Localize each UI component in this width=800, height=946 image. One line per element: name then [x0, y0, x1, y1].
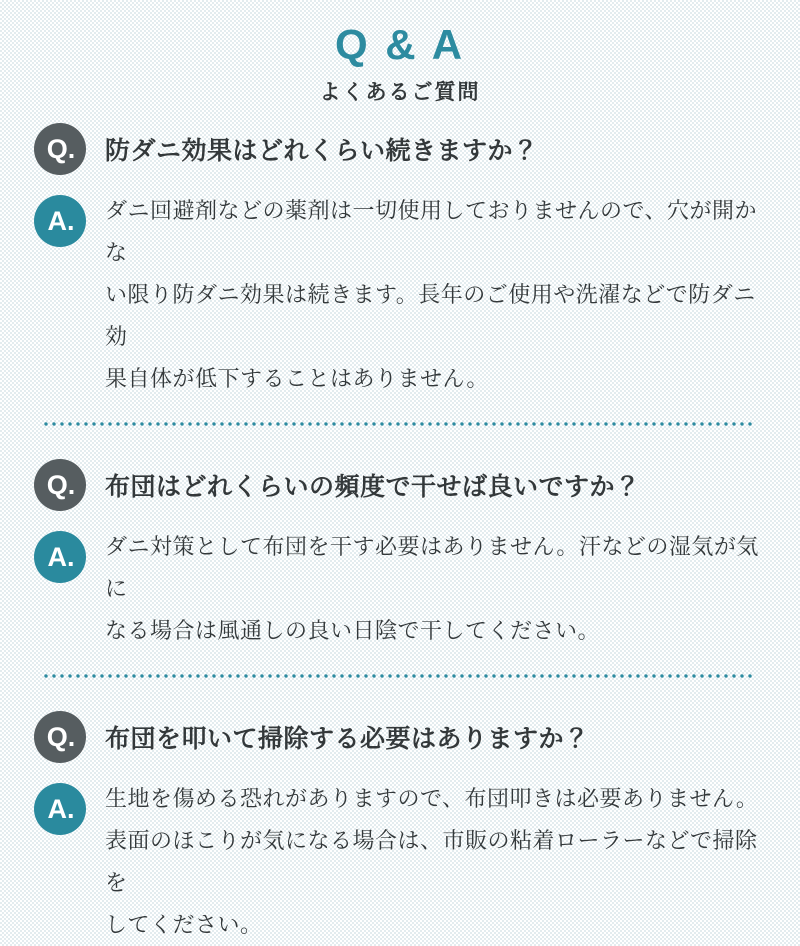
answer-text [105, 190, 766, 400]
q-badge-icon: Q. [34, 123, 86, 175]
answer-row [34, 783, 766, 946]
a-badge-icon: A. [34, 531, 86, 583]
a-badge-icon: A. [34, 783, 86, 835]
q-badge-icon: Q. [34, 711, 86, 763]
question-row [34, 459, 766, 511]
answer-line: ダニ対策として布団を干す必要はありません。汗などの湿気が気に [105, 534, 759, 601]
answer-text [105, 778, 766, 946]
question-text: 防ダニ効果はどれくらい続きますか？ [105, 137, 539, 165]
qa-section-2 [34, 459, 766, 652]
question-text: 布団を叩いて掃除する必要はありますか？ [105, 725, 590, 753]
question-row [34, 711, 766, 763]
page-header [0, 0, 800, 105]
qa-list [0, 123, 800, 946]
answer-line: い限り防ダニ効果は続きます。長年のご使用や洗濯などで防ダニ効 [105, 282, 756, 349]
qa-section-1 [34, 123, 766, 400]
answer-line: 生地を傷める恐れがありますので、布団叩きは必要ありません。 [105, 786, 759, 811]
q-badge-icon: Q. [34, 459, 86, 511]
dotted-separator [44, 674, 756, 678]
answer-line: 果自体が低下することはありません。 [105, 366, 489, 391]
page-title: Q & A [334, 21, 466, 68]
question-text: 布団はどれくらいの頻度で干せば良いですか？ [105, 473, 641, 501]
answer-row [34, 195, 766, 400]
qa-section-3 [34, 711, 766, 946]
answer-text [105, 526, 766, 652]
answer-line: してください。 [105, 912, 263, 937]
answer-line: ダニ回避剤などの薬剤は一切使用しておりませんので、穴が開かな [105, 198, 758, 265]
question-row [34, 123, 766, 175]
answer-line: なる場合は風通しの良い日陰で干してください。 [105, 618, 601, 643]
page-subtitle: よくあるご質問 [319, 81, 481, 104]
answer-row [34, 531, 766, 652]
dotted-separator [44, 422, 756, 426]
answer-line: 表面のほこりが気になる場合は、市販の粘着ローラーなどで掃除を [105, 828, 758, 895]
a-badge-icon: A. [34, 195, 86, 247]
